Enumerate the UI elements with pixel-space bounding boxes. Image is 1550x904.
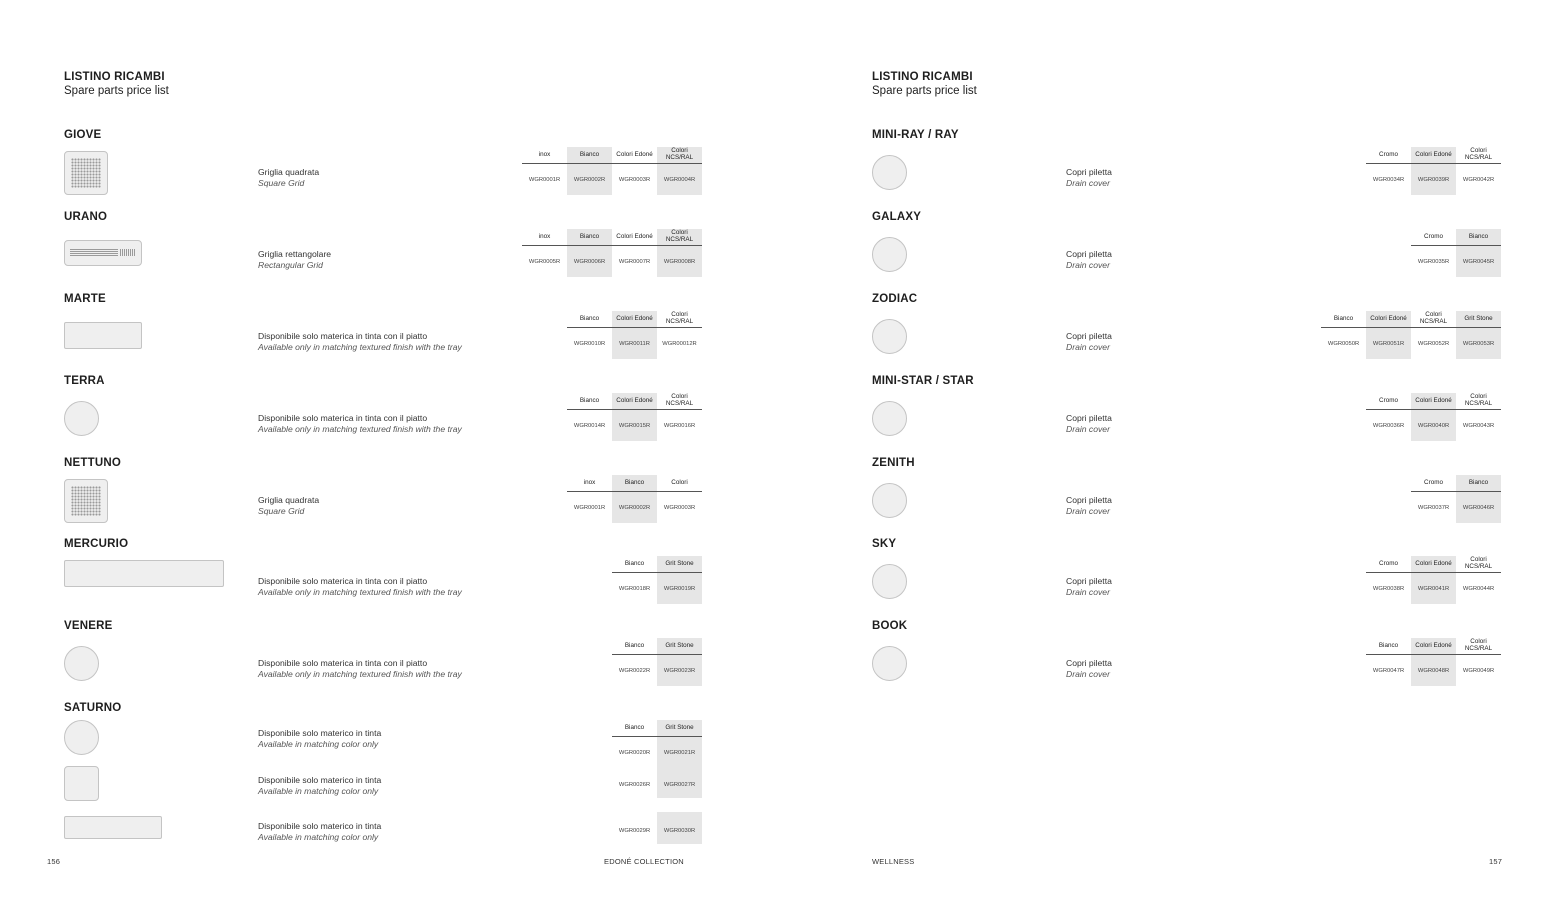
table-column: [657, 638, 702, 686]
column-header: Colori Edoné: [1415, 559, 1452, 567]
part-code: WGR0042R: [1462, 177, 1495, 183]
description-en: Available only in matching textured finish with the tray: [258, 341, 462, 352]
part-code: WGR0027R: [663, 782, 696, 788]
circle-cover-thumbnail: [872, 319, 907, 354]
part-code: WGR0046R: [1462, 505, 1495, 511]
description-en: Drain cover: [1066, 341, 1110, 352]
section-title: URANO: [64, 211, 108, 223]
part-code: WGR0047R: [1372, 668, 1405, 674]
part-code: WGR0001R: [573, 505, 606, 511]
description-en: Drain cover: [1066, 505, 1110, 516]
circle-cover-thumbnail: [872, 564, 907, 599]
part-code: WGR0041R: [1417, 586, 1450, 592]
table-column: [1456, 475, 1501, 523]
column-header: Bianco: [624, 641, 645, 649]
column-header: Colori Edoné: [616, 314, 653, 322]
column-header: Colori NCS/RAL: [665, 229, 694, 243]
section-title: GIOVE: [64, 129, 102, 141]
column-header: Grit Stone: [665, 559, 694, 567]
table-column: [567, 311, 612, 359]
column-header: Colori Edoné: [1370, 314, 1407, 322]
part-description: [258, 821, 381, 842]
part-code: WGR0006R: [573, 259, 606, 265]
price-table: [1366, 638, 1501, 686]
part-description: [1066, 167, 1112, 188]
part-code: WGR0038R: [1372, 586, 1405, 592]
column-header: Cromo: [1424, 478, 1443, 486]
table-column: [612, 229, 657, 277]
column-header: Colori NCS/RAL: [1419, 311, 1448, 325]
description-en: Drain cover: [1066, 586, 1110, 597]
grid-thumbnail: [64, 816, 162, 839]
table-column: [1411, 147, 1456, 195]
column-header: Colori NCS/RAL: [1464, 556, 1493, 570]
part-code: WGR0003R: [618, 177, 651, 183]
table-column: [1456, 311, 1501, 359]
part-description: [258, 167, 319, 188]
column-header: Colori Edoné: [1415, 396, 1452, 404]
table-column: [1411, 475, 1456, 523]
grid-thumbnail: [64, 151, 108, 195]
column-header: Bianco: [624, 478, 645, 486]
part-description: [258, 413, 462, 434]
description-en: Available in matching color only: [258, 785, 379, 796]
part-code: WGR0026R: [618, 782, 651, 788]
description-en: Drain cover: [1066, 259, 1110, 270]
column-header: Colori NCS/RAL: [665, 147, 694, 161]
section-title: GALAXY: [872, 211, 922, 223]
section-title: MERCURIO: [64, 538, 129, 550]
part-code: WGR0044R: [1462, 586, 1495, 592]
part-description: [258, 728, 381, 749]
description-en: Available only in matching textured finish with the tray: [258, 423, 462, 434]
table-column: [1456, 147, 1501, 195]
table-column: [1456, 229, 1501, 277]
part-code: WGR0003R: [663, 505, 696, 511]
grid-thumbnail: [64, 766, 99, 801]
section-title: MARTE: [64, 293, 106, 305]
column-header: Bianco: [624, 559, 645, 567]
column-header: Colori Edoné: [616, 396, 653, 404]
circle-cover-thumbnail: [872, 646, 907, 681]
column-header: Bianco: [1333, 314, 1354, 322]
column-header: Cromo: [1379, 396, 1398, 404]
column-header: Bianco: [579, 150, 600, 158]
price-table: [522, 229, 702, 277]
price-table: [612, 812, 702, 844]
part-code: WGR0045R: [1462, 259, 1495, 265]
circle-cover-thumbnail: [872, 401, 907, 436]
table-column: [1456, 556, 1501, 604]
table-column: [657, 393, 702, 441]
part-code: WGR0039R: [1417, 177, 1450, 183]
price-table: [1366, 393, 1501, 441]
header-rule: [612, 572, 702, 573]
table-column: [1366, 638, 1411, 686]
circle-cover-thumbnail: [64, 720, 99, 755]
table-column: [1411, 556, 1456, 604]
column-header: Colori NCS/RAL: [665, 393, 694, 407]
table-column: [657, 311, 702, 359]
table-column: [1456, 393, 1501, 441]
header-rule: [1366, 572, 1501, 573]
description-it: Disponibile solo materico in tinta: [258, 775, 382, 785]
column-header: Grit Stone: [1464, 314, 1493, 322]
table-column: [612, 311, 657, 359]
table-column: [1366, 556, 1411, 604]
table-column: [612, 812, 657, 844]
part-code: WGR0036R: [1372, 423, 1405, 429]
description-it: Disponibile solo materica in tinta con il piatto: [258, 413, 428, 423]
price-table: [1366, 556, 1501, 604]
section-title: TERRA: [64, 375, 105, 387]
page-title: LISTINO RICAMBI: [64, 71, 165, 83]
slot-pattern: [70, 249, 118, 256]
table-column: [567, 147, 612, 195]
part-code: WGR0052R: [1417, 341, 1450, 347]
grid-thumbnail: [64, 240, 142, 266]
slot-pattern: [120, 249, 136, 256]
description-it: Copri piletta: [1066, 249, 1112, 259]
part-code: WGR0011R: [619, 341, 650, 347]
part-code: WGR0015R: [618, 423, 651, 429]
grid-pattern: [71, 486, 101, 516]
circle-cover-thumbnail: [872, 237, 907, 272]
price-table: [612, 766, 702, 798]
description-it: Copri piletta: [1066, 331, 1112, 341]
header-rule: [612, 736, 702, 737]
table-column: [522, 147, 567, 195]
description-it: Griglia quadrata: [258, 167, 320, 177]
column-header: Grit Stone: [665, 723, 694, 731]
part-description: [258, 775, 381, 796]
description-it: Disponibile solo materico in tinta: [258, 821, 382, 831]
part-code: WGR0034R: [1372, 177, 1405, 183]
table-column: [657, 766, 702, 798]
part-code: WGR0020R: [618, 750, 651, 756]
header-rule: [567, 327, 702, 328]
description-it: Copri piletta: [1066, 658, 1112, 668]
header-rule: [567, 491, 702, 492]
header-rule: [1321, 327, 1501, 328]
table-column: [1411, 229, 1456, 277]
part-code: WGR0053R: [1462, 341, 1495, 347]
part-code: WGR0051R: [1372, 341, 1405, 347]
table-column: [612, 393, 657, 441]
price-table: [1321, 311, 1501, 359]
part-description: [1066, 249, 1112, 270]
column-header: Colori NCS/RAL: [1464, 393, 1493, 407]
header-rule: [522, 245, 702, 246]
column-header: Colori NCS/RAL: [665, 311, 694, 325]
page-subtitle: Spare parts price list: [64, 85, 169, 97]
column-header: Colori NCS/RAL: [1464, 638, 1493, 652]
description-it: Copri piletta: [1066, 167, 1112, 177]
table-column: [657, 812, 702, 844]
description-it: Disponibile solo materica in tinta con il piatto: [258, 658, 428, 668]
price-table: [612, 720, 702, 768]
section-title: ZENITH: [872, 457, 915, 469]
description-en: Drain cover: [1066, 668, 1110, 679]
description-en: Drain cover: [1066, 423, 1110, 434]
page-title: LISTINO RICAMBI: [872, 71, 973, 83]
header-rule: [1411, 245, 1501, 246]
page-number: 156: [47, 857, 61, 866]
part-code: WGR0050R: [1327, 341, 1360, 347]
description-en: Available only in matching textured finish with the tray: [258, 668, 462, 679]
table-column: [612, 638, 657, 686]
part-code: WGR0043R: [1462, 423, 1495, 429]
part-description: [1066, 658, 1112, 679]
description-it: Disponibile solo materico in tinta: [258, 728, 382, 738]
section-title: ZODIAC: [872, 293, 918, 305]
column-header: Bianco: [579, 314, 600, 322]
section-title: VENERE: [64, 620, 113, 632]
circle-cover-thumbnail: [64, 401, 99, 436]
description-it: Disponibile solo materica in tinta con il piatto: [258, 576, 428, 586]
part-code: WGR0004R: [663, 177, 696, 183]
table-column: [612, 766, 657, 798]
table-column: [657, 229, 702, 277]
header-rule: [1411, 491, 1501, 492]
part-description: [1066, 331, 1112, 352]
part-code: WGR0002R: [573, 177, 606, 183]
column-header: Cromo: [1379, 150, 1398, 158]
description-it: Griglia rettangolare: [258, 249, 332, 259]
column-header: Bianco: [624, 723, 645, 731]
section-title: NETTUNO: [64, 457, 121, 469]
column-header: Colori: [671, 478, 688, 486]
table-column: [567, 229, 612, 277]
column-header: Colori Edoné: [1415, 641, 1452, 649]
part-description: [1066, 576, 1112, 597]
section-label: WELLNESS: [872, 857, 915, 866]
page-number: 157: [1489, 857, 1503, 866]
table-column: [1411, 311, 1456, 359]
part-description: [258, 576, 462, 597]
table-column: [1321, 311, 1366, 359]
circle-cover-thumbnail: [872, 155, 907, 190]
part-description: [258, 331, 462, 352]
table-column: [1366, 147, 1411, 195]
header-rule: [522, 163, 702, 164]
part-description: [258, 658, 462, 679]
description-en: Square Grid: [258, 505, 305, 516]
table-column: [567, 475, 612, 523]
column-header: Bianco: [579, 396, 600, 404]
column-header: inox: [538, 150, 551, 158]
column-header: Cromo: [1424, 232, 1443, 240]
table-column: [1366, 311, 1411, 359]
description-en: Available in matching color only: [258, 831, 379, 842]
column-header: inox: [538, 232, 551, 240]
part-code: WGR0005R: [528, 259, 561, 265]
part-description: [258, 495, 319, 516]
section-title: SKY: [872, 538, 897, 550]
column-header: Colori NCS/RAL: [1464, 147, 1493, 161]
circle-cover-thumbnail: [872, 483, 907, 518]
column-header: Cromo: [1379, 559, 1398, 567]
price-table: [522, 147, 702, 195]
part-description: [258, 249, 331, 270]
section-title: SATURNO: [64, 702, 122, 714]
grid-thumbnail: [64, 560, 224, 587]
price-table: [567, 311, 702, 359]
table-column: [657, 147, 702, 195]
grid-thumbnail: [64, 322, 142, 349]
part-code: WGR0048R: [1417, 668, 1450, 674]
price-table: [567, 393, 702, 441]
part-code: WGR0008R: [663, 259, 696, 265]
part-code: WGR0019R: [663, 586, 696, 592]
description-en: Available in matching color only: [258, 738, 379, 749]
table-column: [612, 556, 657, 604]
part-code: WGR0037R: [1417, 505, 1450, 511]
description-it: Copri piletta: [1066, 576, 1112, 586]
part-description: [1066, 413, 1112, 434]
section-title: MINI-RAY / RAY: [872, 129, 959, 141]
header-rule: [612, 654, 702, 655]
column-header: Grit Stone: [665, 641, 694, 649]
table-column: [612, 147, 657, 195]
price-table: [612, 638, 702, 686]
description-en: Rectangular Grid: [258, 259, 323, 270]
price-table: [612, 556, 702, 604]
section-title: BOOK: [872, 620, 908, 632]
table-column: [612, 475, 657, 523]
column-header: Bianco: [1468, 232, 1489, 240]
column-header: inox: [583, 478, 596, 486]
part-code: WGR0029R: [618, 828, 651, 834]
part-code: WGR0021R: [663, 750, 696, 756]
part-code: WGR0010R: [573, 341, 606, 347]
part-code: WGR0022R: [618, 668, 651, 674]
price-table: [1366, 147, 1501, 195]
part-code: WGR0035R: [1417, 259, 1450, 265]
part-code: WGR0014R: [573, 423, 606, 429]
table-column: [522, 229, 567, 277]
grid-pattern: [71, 158, 101, 188]
table-column: [1366, 393, 1411, 441]
column-header: Bianco: [1378, 641, 1399, 649]
price-table: [567, 475, 702, 523]
price-table: [1411, 229, 1501, 277]
description-it: Copri piletta: [1066, 413, 1112, 423]
header-rule: [567, 409, 702, 410]
table-column: [657, 720, 702, 768]
part-code: WGR0007R: [618, 259, 651, 265]
table-column: [1411, 638, 1456, 686]
price-table: [1411, 475, 1501, 523]
table-column: [657, 475, 702, 523]
description-it: Copri piletta: [1066, 495, 1112, 505]
column-header: Colori Edoné: [616, 232, 653, 240]
part-code: WGR0001R: [528, 177, 561, 183]
header-rule: [1366, 654, 1501, 655]
description-it: Griglia quadrata: [258, 495, 320, 505]
table-column: [1411, 393, 1456, 441]
description-en: Square Grid: [258, 177, 305, 188]
column-header: Colori Edoné: [616, 150, 653, 158]
grid-thumbnail: [64, 479, 108, 523]
header-rule: [1366, 409, 1501, 410]
part-code: WGR0002R: [618, 505, 651, 511]
circle-cover-thumbnail: [64, 646, 99, 681]
part-code: WGR0030R: [663, 828, 696, 834]
right-page: [775, 0, 1550, 904]
part-description: [1066, 495, 1112, 516]
part-code: WGR0016R: [663, 423, 696, 429]
table-column: [657, 556, 702, 604]
section-title: MINI-STAR / STAR: [872, 375, 974, 387]
part-code: WGR0049R: [1462, 668, 1495, 674]
description-en: Available only in matching textured finish with the tray: [258, 586, 462, 597]
part-code: WGR0023R: [663, 668, 696, 674]
description-en: Drain cover: [1066, 177, 1110, 188]
table-column: [1456, 638, 1501, 686]
table-column: [612, 720, 657, 768]
collection-label: EDONÉ COLLECTION: [604, 857, 684, 866]
description-it: Disponibile solo materica in tinta con il piatto: [258, 331, 428, 341]
part-code: WGR0040R: [1417, 423, 1450, 429]
part-code: WGR0018R: [618, 586, 651, 592]
table-column: [567, 393, 612, 441]
column-header: Bianco: [1468, 478, 1489, 486]
column-header: Colori Edoné: [1415, 150, 1452, 158]
header-rule: [1366, 163, 1501, 164]
column-header: Bianco: [579, 232, 600, 240]
part-code: WGR00012R: [662, 341, 697, 347]
page-subtitle: Spare parts price list: [872, 85, 977, 97]
